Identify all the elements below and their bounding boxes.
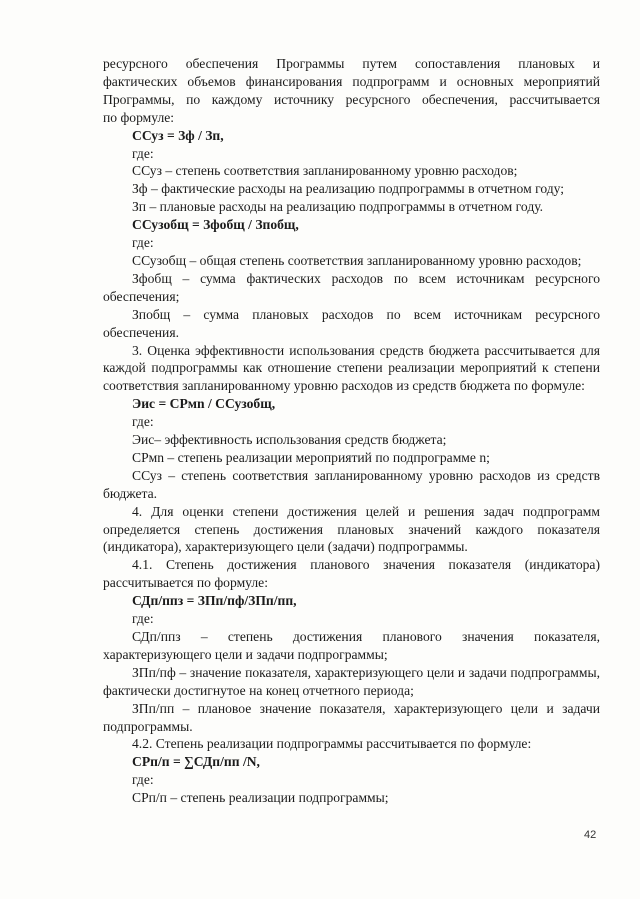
formula-ssuz: ССуз = Зф / Зп, bbox=[132, 127, 224, 143]
paragraph-4: 4. Для оценки степени достижения целей и решения задач подпрограмм определяется степень достижения плановых значений каждого показателя (индикатора), характеризующего цели (задачи) подпрограммы. bbox=[103, 503, 600, 555]
definition-paragraph: Зпобщ – сумма плановых расходов по всем источникам ресурсного обеспечения. bbox=[103, 306, 600, 340]
definition-line: Зп – плановые расходы на реализацию подпрограммы в отчетном году. bbox=[132, 199, 544, 215]
definition-line: СРп/п – степень реализации подпрограммы; bbox=[132, 790, 389, 806]
where-label: где: bbox=[132, 235, 154, 251]
where-label: где: bbox=[132, 611, 154, 627]
definition-paragraph: ССузобщ – общая степень соответствия запланированному уровню расходов; bbox=[132, 252, 582, 268]
paragraph-4-2: 4.2. Степень реализации подпрограммы рассчитывается по формуле: bbox=[132, 736, 532, 752]
formula-eis: Эис = СРмn / ССузобщ, bbox=[132, 396, 276, 412]
formula-sd: СДп/ппз = ЗПп/пф/ЗПп/пп, bbox=[132, 593, 297, 609]
text-column bbox=[103, 55, 600, 807]
definition-paragraph: ЗПп/пф – значение показателя, характеризующего цели и задачи подпрограммы, фактически достигнутое на конец отчетного периода; bbox=[103, 664, 600, 698]
text-line: Программы, по каждому источнику ресурсного обеспечения, рассчитывается bbox=[103, 91, 600, 107]
formula-ssuz-total: ССузобщ = Зфобщ / Зпобщ, bbox=[132, 217, 299, 233]
definition-paragraph: ССуз – степень соответствия запланированному уровню расходов из средств бюджета. bbox=[103, 467, 600, 501]
text-line: фактических объемов финансирования подпрограмм и основных мероприятий bbox=[103, 73, 600, 89]
where-label: где: bbox=[132, 414, 154, 430]
text-line: по формуле: bbox=[103, 109, 175, 125]
definition-line: Эис– эффективность использования средств бюджета; bbox=[132, 432, 447, 448]
paragraph-3: 3. Оценка эффективности использования средств бюджета рассчитывается для каждой подпрограммы как отношение степени реализации мероприятий к степени соответствия запланированному уровню расходов из средств бюджета по формуле: bbox=[103, 342, 600, 394]
paragraph-4-1: 4.1. Степень достижения планового значения показателя (индикатора) рассчитывается по формуле: bbox=[103, 557, 600, 591]
definition-line: ССуз – степень соответствия запланированному уровню расходов; bbox=[132, 163, 518, 179]
definition-paragraph: ЗПп/пп – плановое значение показателя, характеризующего цели и задачи подпрограммы. bbox=[103, 700, 600, 734]
page-number: 42 bbox=[584, 829, 597, 841]
formula-sr: СРп/п = ∑СДп/пп /N, bbox=[132, 754, 260, 770]
definition-line: СРмn – степень реализации мероприятий по подпрограмме n; bbox=[132, 449, 490, 465]
definition-line: Зф – фактические расходы на реализацию подпрограммы в отчетном году; bbox=[132, 181, 565, 197]
where-label: где: bbox=[132, 145, 154, 161]
definition-paragraph: Зфобщ – сумма фактических расходов по всем источникам ресурсного обеспечения; bbox=[103, 270, 600, 304]
definition-paragraph: СДп/ппз – степень достижения планового значения показателя, характеризующего цели и задачи подпрограммы; bbox=[103, 629, 600, 662]
where-label: где: bbox=[132, 772, 154, 788]
text-line: ресурсного обеспечения Программы путем сопоставления плановых и bbox=[103, 56, 600, 71]
